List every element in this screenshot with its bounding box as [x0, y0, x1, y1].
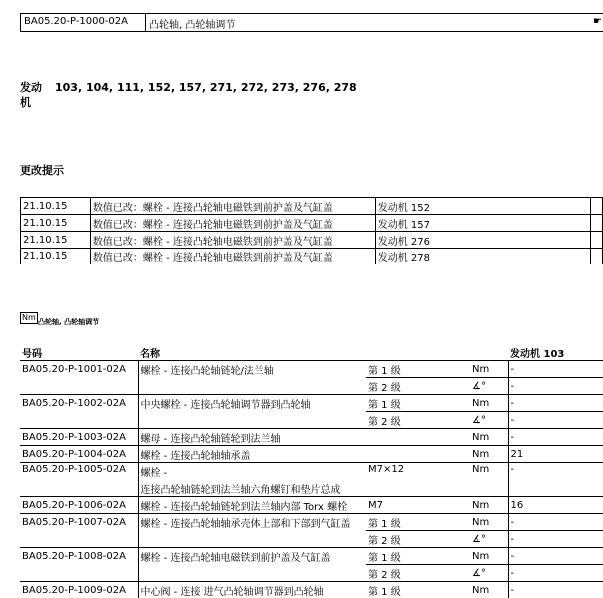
- row-value: -: [508, 378, 603, 395]
- row-spec: 第 1 级: [366, 514, 470, 531]
- row-value: -: [508, 582, 603, 598]
- angle-unit: ∡°: [470, 565, 508, 582]
- row-spec: 第 2 级: [366, 378, 470, 395]
- row-value: -: [508, 463, 603, 497]
- change-notes-table: [20, 197, 603, 264]
- row-name-line2: 连接凸轮轴链轮到法兰轴六角螺钉和垫片总成: [141, 481, 365, 496]
- table-header-row: [20, 344, 603, 361]
- angle-unit: ∡°: [470, 531, 508, 548]
- row-unit: Nm: [470, 429, 508, 446]
- table-row: [20, 531, 603, 548]
- note-date: 21.10.15: [21, 198, 91, 215]
- table-row: [20, 582, 603, 598]
- row-name: 中心阀 - 连接 进气凸轮轴调节器到凸轮轴: [138, 582, 366, 598]
- row-code: BA05.20-P-1005-02A: [20, 463, 138, 497]
- column-header-code: 号码: [20, 344, 138, 361]
- document-id: BA05.20-P-1000-02A: [24, 16, 128, 27]
- table-row: [20, 446, 603, 463]
- row-value: 21: [508, 446, 603, 463]
- row-code: BA05.20-P-1009-02A: [20, 582, 138, 598]
- document-header: [20, 13, 603, 32]
- row-name: 螺栓 - 连接凸轮轴电磁铁到前护盖及气缸盖: [138, 548, 366, 565]
- row-unit: Nm: [470, 497, 508, 514]
- row-spec: 第 1 级: [366, 582, 470, 598]
- row-name: 中央螺栓 - 连接凸轮轴调节器到凸轮轴: [138, 395, 366, 412]
- row-spec: M7×12: [366, 463, 470, 497]
- note-text: 数值已改：螺栓 - 连接凸轮轴电磁铁到前护盖及气缸盖: [90, 232, 375, 249]
- table-row: [21, 232, 603, 249]
- row-value: -: [508, 565, 603, 582]
- note-engine: 发动机 278: [375, 249, 590, 265]
- table-row: [20, 429, 603, 446]
- row-value: -: [508, 361, 603, 378]
- row-value: -: [508, 514, 603, 531]
- note-engine: 发动机 152: [375, 198, 590, 215]
- row-unit: Nm: [470, 514, 508, 531]
- row-name: 螺母 - 连接凸轮轴链轮到法兰轴: [138, 429, 366, 446]
- torque-table: [20, 344, 603, 598]
- row-spec: [366, 429, 470, 446]
- row-code: BA05.20-P-1002-02A: [20, 395, 138, 412]
- table-row: [20, 497, 603, 514]
- row-code: BA05.20-P-1008-02A: [20, 548, 138, 565]
- row-value: -: [508, 395, 603, 412]
- row-code: BA05.20-P-1007-02A: [20, 514, 138, 531]
- row-unit: Nm: [470, 395, 508, 412]
- row-code: BA05.20-P-1006-02A: [20, 497, 138, 514]
- table-row: [21, 198, 603, 215]
- table-row: [20, 463, 603, 497]
- header-divider: [145, 14, 146, 31]
- note-engine: 发动机 157: [375, 215, 590, 232]
- section-title: 凸轮轴, 凸轮轴调节: [38, 317, 99, 327]
- row-unit: Nm: [470, 361, 508, 378]
- row-unit: Nm: [470, 463, 508, 497]
- table-row: [21, 249, 603, 265]
- row-name-line1: 螺栓 -: [141, 464, 365, 479]
- column-header-engine: 发动机 103: [508, 344, 603, 361]
- row-unit: Nm: [470, 582, 508, 598]
- row-name: 螺栓 - 连接凸轮轴轴承壳体上部和下部到气缸盖: [138, 514, 366, 531]
- row-spec: 第 1 级: [366, 361, 470, 378]
- row-spec: [366, 446, 470, 463]
- table-row: [20, 565, 603, 582]
- note-date: 21.10.15: [21, 232, 91, 249]
- row-code: BA05.20-P-1003-02A: [20, 429, 138, 446]
- row-name: 螺栓 - 连接凸轮轴链轮/法兰轴: [138, 361, 366, 378]
- row-name: [138, 463, 366, 497]
- pointing-hand-icon: ☛: [593, 16, 602, 27]
- table-row: [20, 395, 603, 412]
- row-value: -: [508, 531, 603, 548]
- note-date: 21.10.15: [21, 215, 91, 232]
- note-engine: 发动机 276: [375, 232, 590, 249]
- row-value: -: [508, 548, 603, 565]
- row-unit: Nm: [470, 548, 508, 565]
- column-header-name: 名称: [138, 344, 366, 361]
- engine-numbers: 103, 104, 111, 152, 157, 271, 272, 273, 276, 278: [55, 80, 357, 95]
- row-name: 螺栓 - 连接凸轮轴链轮到法兰轴内部 Torx 螺栓: [138, 497, 366, 514]
- row-spec: 第 1 级: [366, 395, 470, 412]
- row-value: -: [508, 412, 603, 429]
- row-spec: M7: [366, 497, 470, 514]
- table-row: [20, 378, 603, 395]
- engine-label: 发动机: [20, 80, 50, 110]
- row-spec: 第 2 级: [366, 412, 470, 429]
- row-spec: 第 1 级: [366, 548, 470, 565]
- row-value: 16: [508, 497, 603, 514]
- row-spec: 第 2 级: [366, 531, 470, 548]
- note-text: 数值已改：螺栓 - 连接凸轮轴电磁铁到前护盖及气缸盖: [90, 215, 375, 232]
- change-notes-title: 更改提示: [20, 162, 64, 178]
- table-row: [20, 548, 603, 565]
- row-code: BA05.20-P-1004-02A: [20, 446, 138, 463]
- table-row: [20, 412, 603, 429]
- row-value: -: [508, 429, 603, 446]
- document-title: 凸轮轴, 凸轮轴调节: [149, 16, 235, 31]
- note-text: 数值已改：螺栓 - 连接凸轮轴电磁铁到前护盖及气缸盖: [90, 249, 375, 265]
- angle-unit: ∡°: [470, 378, 508, 395]
- row-code: BA05.20-P-1001-02A: [20, 361, 138, 378]
- table-row: [21, 215, 603, 232]
- table-row: [20, 514, 603, 531]
- row-unit: Nm: [470, 446, 508, 463]
- table-row: [20, 361, 603, 378]
- angle-unit: ∡°: [470, 412, 508, 429]
- row-name: 螺栓 - 连接凸轮轴轴承盖: [138, 446, 366, 463]
- nm-icon: Nm: [20, 312, 38, 324]
- row-spec: 第 2 级: [366, 565, 470, 582]
- note-text: 数值已改：螺栓 - 连接凸轮轴电磁铁到前护盖及气缸盖: [90, 198, 375, 215]
- note-date: 21.10.15: [21, 249, 91, 265]
